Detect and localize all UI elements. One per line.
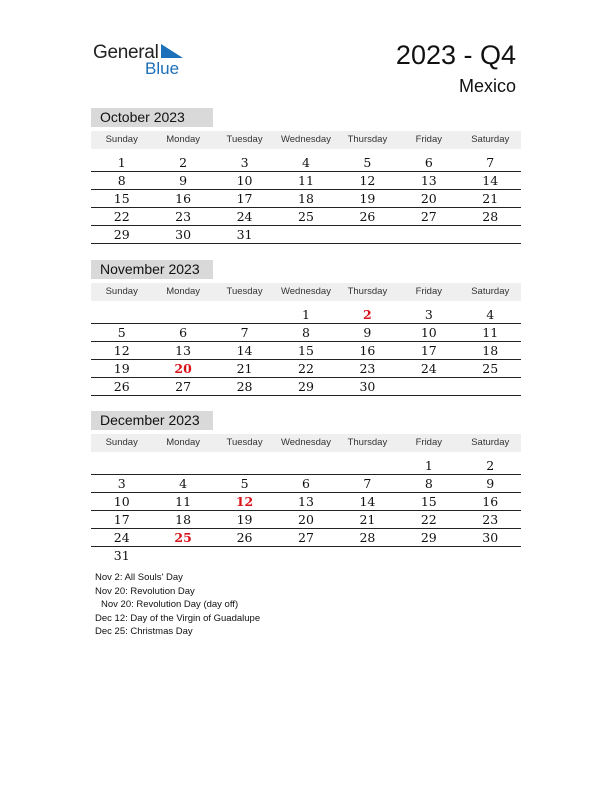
day-cell	[337, 547, 398, 565]
day-cell: 18	[482, 343, 499, 358]
weekday-label: Friday	[415, 134, 443, 145]
day-cell: 11	[175, 494, 192, 509]
day-cell: 12	[113, 343, 130, 358]
day-cell: 20	[298, 512, 314, 527]
day-cell	[398, 378, 459, 395]
day-cell: 16	[359, 343, 376, 358]
day-cell: 8	[302, 325, 310, 340]
day-cell: 7	[486, 155, 495, 170]
day-cell	[275, 457, 336, 474]
day-cell: 1	[302, 307, 310, 322]
logo-general-text: General	[93, 42, 159, 63]
month-title: October 2023	[91, 108, 213, 127]
day-cell: 30	[482, 530, 499, 545]
day-cell: 26	[113, 379, 130, 394]
day-cell: 5	[240, 476, 249, 491]
weekday-header	[91, 131, 521, 149]
day-cell: 24	[420, 361, 437, 376]
day-cell: 6	[424, 155, 433, 170]
day-cell: 1	[117, 155, 126, 170]
day-cell	[152, 547, 213, 565]
day-cell	[337, 457, 398, 474]
day-cell: 15	[298, 343, 314, 358]
month-december	[91, 411, 521, 565]
day-cell	[398, 226, 459, 243]
day-cell: 2	[179, 155, 188, 170]
day-cell: 28	[482, 209, 499, 224]
day-cell: 11	[482, 325, 499, 340]
holiday-day-cell: 25	[174, 530, 192, 545]
day-cell: 10	[113, 494, 130, 509]
day-cell: 30	[175, 227, 192, 242]
day-cell: 23	[359, 361, 376, 376]
day-cell: 6	[179, 325, 188, 340]
day-cell: 25	[482, 361, 499, 376]
weekday-label: Friday	[415, 286, 443, 297]
day-cell: 28	[359, 530, 376, 545]
day-cell	[152, 457, 213, 474]
week-row	[91, 226, 521, 244]
day-cell: 22	[113, 209, 130, 224]
day-cell: 11	[298, 173, 314, 188]
week-row	[91, 378, 521, 396]
day-cell: 22	[420, 512, 437, 527]
day-cell: 24	[236, 209, 253, 224]
day-cell	[337, 226, 398, 243]
day-cell	[275, 226, 336, 243]
day-cell: 4	[486, 307, 495, 322]
holiday-day-cell: 20	[174, 361, 192, 376]
day-cell: 9	[363, 325, 372, 340]
day-cell: 17	[420, 343, 437, 358]
day-cell: 15	[113, 191, 130, 206]
day-cell: 18	[175, 512, 192, 527]
day-cell: 12	[359, 173, 376, 188]
country-name: Mexico	[458, 76, 516, 96]
weekday-label: Tuesday	[226, 134, 263, 145]
week-row	[91, 190, 521, 208]
week-row	[91, 529, 521, 547]
weekday-label: Sunday	[105, 286, 138, 297]
day-cell: 10	[420, 325, 437, 340]
day-cell: 4	[179, 476, 188, 491]
day-cell: 7	[363, 476, 372, 491]
day-cell: 3	[424, 307, 433, 322]
month-november	[91, 260, 521, 396]
holiday-note: Dec 25: Christmas Day	[95, 626, 193, 637]
holiday-note: Nov 20: Revolution Day	[95, 585, 195, 597]
weekday-label: Wednesday	[280, 437, 331, 448]
page-title: 2023 - Q4	[395, 40, 516, 70]
day-cell: 20	[420, 191, 437, 206]
day-cell: 26	[359, 209, 376, 224]
weekday-label: Tuesday	[226, 286, 263, 297]
logo	[93, 40, 193, 80]
day-cell: 1	[424, 458, 433, 473]
day-cell: 30	[359, 379, 376, 394]
weekday-label: Monday	[166, 437, 201, 448]
logo-blue-text: Blue	[145, 59, 180, 78]
day-cell: 27	[175, 379, 192, 394]
weekday-header	[91, 283, 521, 301]
week-row	[91, 172, 521, 190]
day-cell: 31	[113, 548, 130, 563]
day-cell	[91, 457, 152, 474]
day-cell: 9	[486, 476, 495, 491]
day-cell	[214, 547, 275, 565]
day-cell	[275, 547, 336, 565]
holiday-notes	[95, 571, 260, 639]
day-cell: 25	[298, 209, 314, 224]
day-cell: 6	[302, 476, 310, 491]
day-cell: 24	[113, 530, 130, 545]
day-cell: 5	[363, 155, 372, 170]
day-cell: 8	[117, 173, 126, 188]
month-title: December 2023	[91, 411, 213, 430]
month-title: November 2023	[91, 260, 213, 279]
day-cell: 29	[298, 379, 314, 394]
week-row	[91, 547, 521, 565]
day-cell: 29	[113, 227, 130, 242]
weekday-label: Saturday	[471, 437, 510, 448]
month-october	[91, 108, 521, 244]
weekday-label: Monday	[166, 134, 201, 145]
day-cell: 13	[175, 343, 192, 358]
weekday-label: Tuesday	[226, 437, 263, 448]
holiday-note: Nov 20: Revolution Day (day off)	[101, 599, 239, 610]
weekday-label: Wednesday	[280, 286, 331, 297]
day-cell: 27	[420, 209, 437, 224]
day-cell: 5	[117, 325, 126, 340]
day-cell	[398, 547, 459, 565]
day-cell	[460, 378, 521, 395]
day-cell: 14	[359, 494, 376, 509]
day-cell: 27	[298, 530, 314, 545]
day-cell: 16	[175, 191, 192, 206]
weekday-header	[91, 434, 521, 452]
day-cell: 8	[424, 476, 433, 491]
day-cell: 26	[236, 530, 253, 545]
week-row	[91, 154, 521, 172]
weekday-label: Wednesday	[280, 134, 331, 145]
day-cell: 4	[302, 155, 310, 170]
holiday-day-cell: 2	[363, 307, 372, 322]
week-row	[91, 324, 521, 342]
week-row	[91, 342, 521, 360]
day-cell: 3	[117, 476, 126, 491]
weekday-label: Thursday	[347, 437, 388, 448]
holiday-day-cell: 12	[235, 494, 254, 509]
day-cell: 7	[240, 325, 249, 340]
week-row	[91, 208, 521, 226]
weekday-label: Sunday	[105, 437, 138, 448]
weekday-label: Monday	[166, 286, 201, 297]
day-cell: 14	[482, 173, 499, 188]
weekday-label: Saturday	[471, 286, 510, 297]
week-row	[91, 511, 521, 529]
day-cell	[152, 306, 213, 323]
day-cell	[214, 457, 275, 474]
day-cell	[460, 226, 521, 243]
day-cell: 21	[236, 361, 253, 376]
week-row	[91, 475, 521, 493]
week-row	[91, 306, 521, 324]
day-cell: 19	[113, 361, 130, 376]
weekday-label: Sunday	[105, 134, 138, 145]
weekday-label: Saturday	[471, 134, 510, 145]
day-cell: 17	[113, 512, 130, 527]
day-cell	[91, 306, 152, 323]
day-cell: 16	[482, 494, 499, 509]
day-cell: 2	[486, 458, 495, 473]
day-cell: 18	[298, 191, 314, 206]
week-row	[91, 457, 521, 475]
day-cell	[460, 547, 521, 565]
day-cell: 14	[236, 343, 253, 358]
weekday-label: Friday	[415, 437, 443, 448]
day-cell: 9	[179, 173, 188, 188]
day-cell: 3	[240, 155, 249, 170]
weekday-label: Thursday	[347, 134, 388, 145]
day-cell: 13	[298, 494, 314, 509]
holiday-note: Nov 2: All Souls' Day	[95, 572, 183, 583]
day-cell: 19	[359, 191, 376, 206]
day-cell: 31	[236, 227, 253, 242]
day-cell: 21	[359, 512, 376, 527]
week-row	[91, 493, 521, 511]
day-cell: 23	[175, 209, 192, 224]
weekday-label: Thursday	[347, 286, 388, 297]
day-cell: 22	[298, 361, 314, 376]
holiday-note: Dec 12: Day of the Virgin of Guadalupe	[95, 612, 261, 624]
day-cell: 23	[482, 512, 499, 527]
day-cell: 10	[236, 173, 253, 188]
day-cell: 19	[236, 512, 253, 527]
day-cell: 13	[420, 173, 437, 188]
week-row	[91, 360, 521, 378]
logo-flag-icon	[161, 44, 183, 60]
day-cell: 17	[236, 191, 253, 206]
day-cell: 15	[420, 494, 437, 509]
day-cell: 29	[420, 530, 437, 545]
day-cell: 28	[236, 379, 253, 394]
day-cell: 21	[482, 191, 499, 206]
day-cell	[214, 306, 275, 323]
